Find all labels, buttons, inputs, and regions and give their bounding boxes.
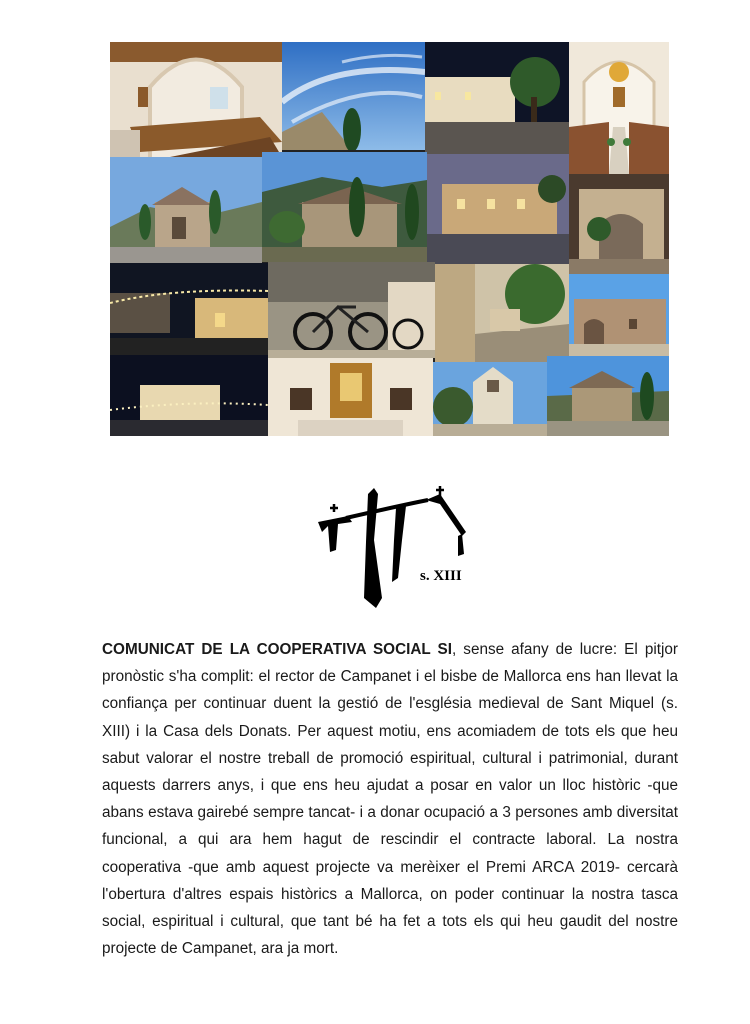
photo-night-building-tree [425, 42, 569, 154]
photo-building-dusk-street [427, 154, 569, 264]
photo-collage [110, 42, 669, 436]
photo-blue-sky-cypress [282, 42, 425, 150]
photo-stone-building-blue-sky [569, 274, 669, 356]
photo-bicycle-wall [268, 262, 435, 358]
comunicat-body: , sense afany de lucre: El pitjor pronòstic s'ha complit: el rector de Campanet i el bisbe de Mallorca ens han llevat la confiança per continuar duent la gestió de l'església medieval de Sant Miquel (s. XIII) i la Casa dels Donats. Per aquest motiu, ens acomiadem de tots els que heu sabut valorar el nostre treball de promoció espiritual, cultural i patrimonial, durant aquests darrers anys, i que ens heu ajudat a posar en valor un lloc històric -que abans estava gairebé sempre tancat- i a donar ocupació a 3 persones amb diversitat funcional, a qui ara hem hagut de rescindir el contracte laboral. La nostra cooperativa -que amb aquest projecte va merèixer el Premi ARCA 2019- cercarà l'obertura d'altres espais històrics a Mallorca, on poder continuar la nostra tasca social, espiritual i cultural, que tant bé ha fet a tots els qui heu gaudit del nostre projecte de Campanet, ara ja mort. [102, 641, 678, 958]
photo-chapel-cypress-day [547, 356, 669, 436]
photo-bell-gable [433, 362, 547, 436]
photo-church-interior-arches [110, 42, 282, 157]
comunicat-paragraph [102, 636, 678, 962]
photo-altarpiece [268, 358, 433, 436]
comunicat-heading: COMUNICAT DE LA COOPERATIVA SOCIAL SI [102, 641, 452, 658]
photo-chapel-mountains [110, 157, 262, 263]
photo-chapel-cypresses [262, 152, 427, 262]
photo-night-facade [110, 355, 268, 436]
photo-church-nave-chandelier [569, 42, 669, 174]
photo-village-lane [435, 264, 569, 362]
photo-courtyard-portal [569, 174, 669, 274]
cooperative-logo [308, 480, 473, 615]
logo-text: s. XIII [420, 568, 462, 584]
photo-night-lights-house [110, 263, 268, 355]
